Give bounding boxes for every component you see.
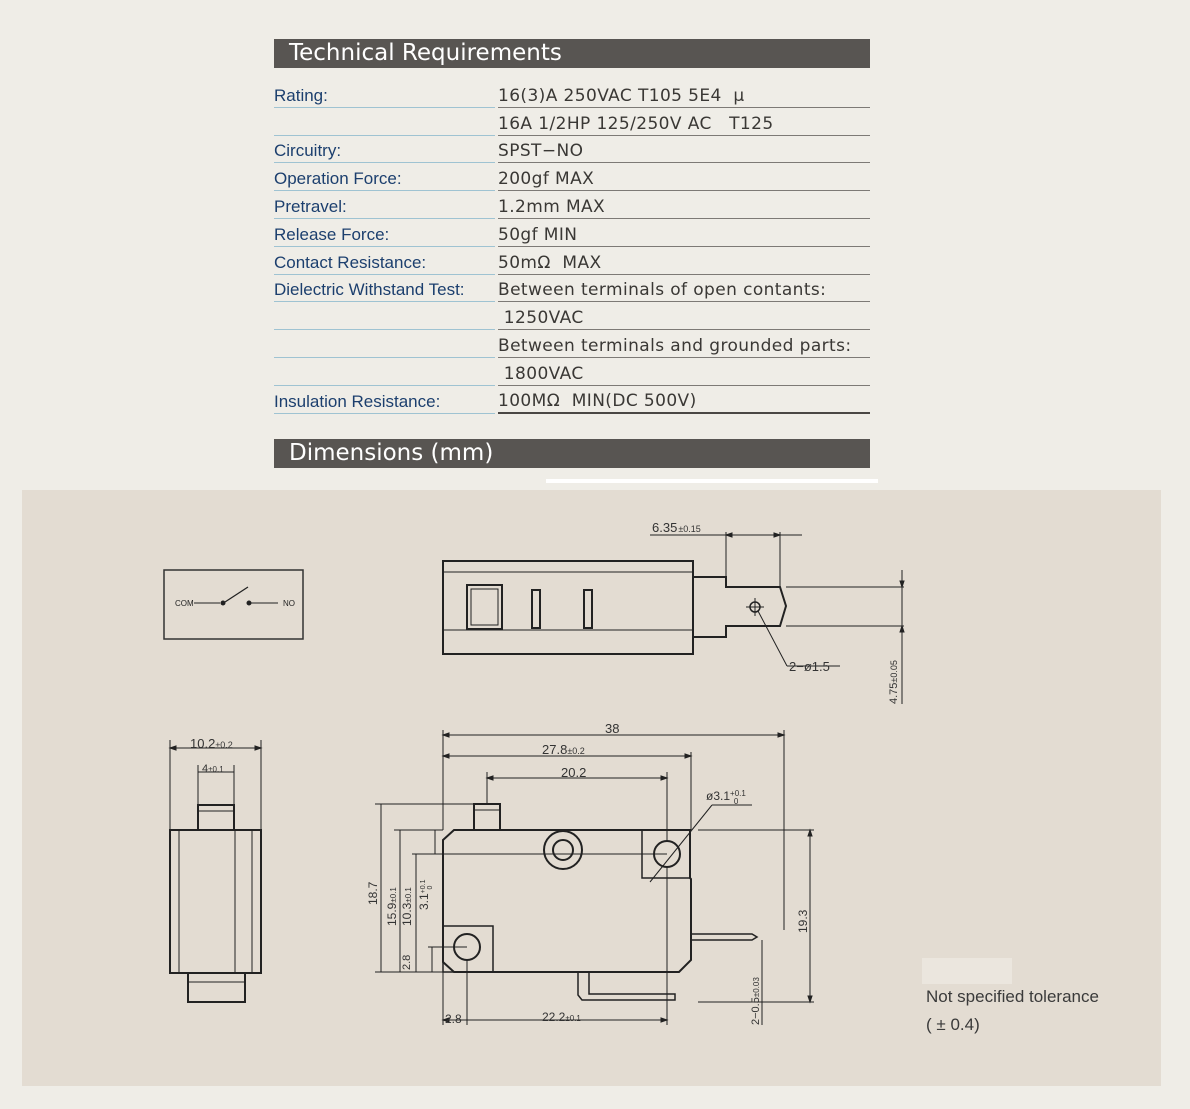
top-view-drawing [443,561,786,654]
spec-value: Between terminals and grounded parts: [498,330,870,358]
spec-row [274,275,870,303]
spec-row [274,80,870,108]
circuit-schematic [164,570,303,639]
spec-value: 100MΩ MIN(DC 500V) [498,386,870,414]
spec-value: SPST−NO [498,136,870,164]
spec-table [274,80,870,414]
spec-row [274,386,870,414]
spec-value: 50gf MIN [498,219,870,247]
spec-row [274,330,870,358]
side-width-dim: 10.2±0.2 [190,736,233,751]
spec-value: 1250VAC [498,302,870,330]
spec-value: 1.2mm MAX [498,191,870,219]
bottom-2-8-dim: 2.8 [445,1012,462,1026]
terminal-thickness-dim: 2−0.5±0.03 [750,977,762,1025]
tab-height-dim: 4.75±0.05 [888,660,900,704]
height-18-7-dim: 18.7 [366,881,380,905]
spec-label [274,330,495,358]
spec-label: Release Force: [274,219,495,247]
front-view-drawing [443,804,757,1000]
spec-value: 50mΩ MAX [498,247,870,275]
spec-row [274,302,870,330]
spec-value: 16(3)A 250VAC T105 5E4 μ [498,80,870,108]
spec-label [274,108,495,136]
spec-label [274,358,495,386]
side-view-drawing [170,805,261,1002]
height-10-3-dim: 10.3±0.1 [400,887,414,926]
height-3-1-dim: $3.1^{+0.1}0$ [417,879,434,910]
side-view-dimensions [170,740,261,830]
dimensions-header: Dimensions (mm) [274,439,870,468]
technical-requirements-header: Technical Requirements [274,39,870,68]
spec-row [274,108,870,136]
spec-label: Pretravel: [274,191,495,219]
spec-row [274,219,870,247]
com-label: COM [175,599,194,608]
spec-row [274,358,870,386]
spec-label: Insulation Resistance: [274,386,495,414]
spec-row [274,247,870,275]
hole-dim: 2−ø1.5 [789,659,830,674]
spec-label: Circuitry: [274,136,495,164]
spec-value: 1800VAC [498,358,870,386]
length-total-dim: 38 [605,721,620,736]
tolerance-note-line1: Not specified tolerance [926,987,1099,1006]
spec-value: 200gf MAX [498,163,870,191]
height-19-3-dim: 19.3 [796,909,810,933]
length-inner-dim: 20.2 [561,765,587,780]
mount-hole-dim: $ø3.1^{+0.1}$ 0 [706,789,746,806]
height-15-9-dim: 15.9±0.1 [385,887,399,926]
spec-label [274,302,495,330]
tolerance-note [926,983,1099,1039]
tolerance-note-line2: ( ± 0.4) [926,1015,980,1034]
height-2-8-dim: 2.8 [401,954,413,970]
length-body-dim: 27.8±0.2 [542,742,585,757]
divider-strip [546,479,878,483]
tab-width-dim: 6.35±0.15 [652,520,701,535]
spec-value: 16A 1/2HP 125/250V AC T125 [498,108,870,136]
tolerance-box [922,958,1012,984]
front-view-dimensions [375,730,814,1025]
spec-row [274,136,870,164]
bottom-22-2-dim: 22.2±0.1 [542,1010,581,1024]
plunger-width-dim: 4±0.1 [202,763,224,775]
spec-label: Contact Resistance: [274,247,495,275]
spec-row [274,163,870,191]
spec-label: Rating: [274,80,495,108]
spec-value: Between terminals of open contants: [498,275,870,303]
no-label: NO [283,599,295,608]
spec-label: Dielectric Withstand Test: [274,275,495,303]
spec-row [274,191,870,219]
spec-label: Operation Force: [274,163,495,191]
top-view-dimensions [650,532,904,704]
